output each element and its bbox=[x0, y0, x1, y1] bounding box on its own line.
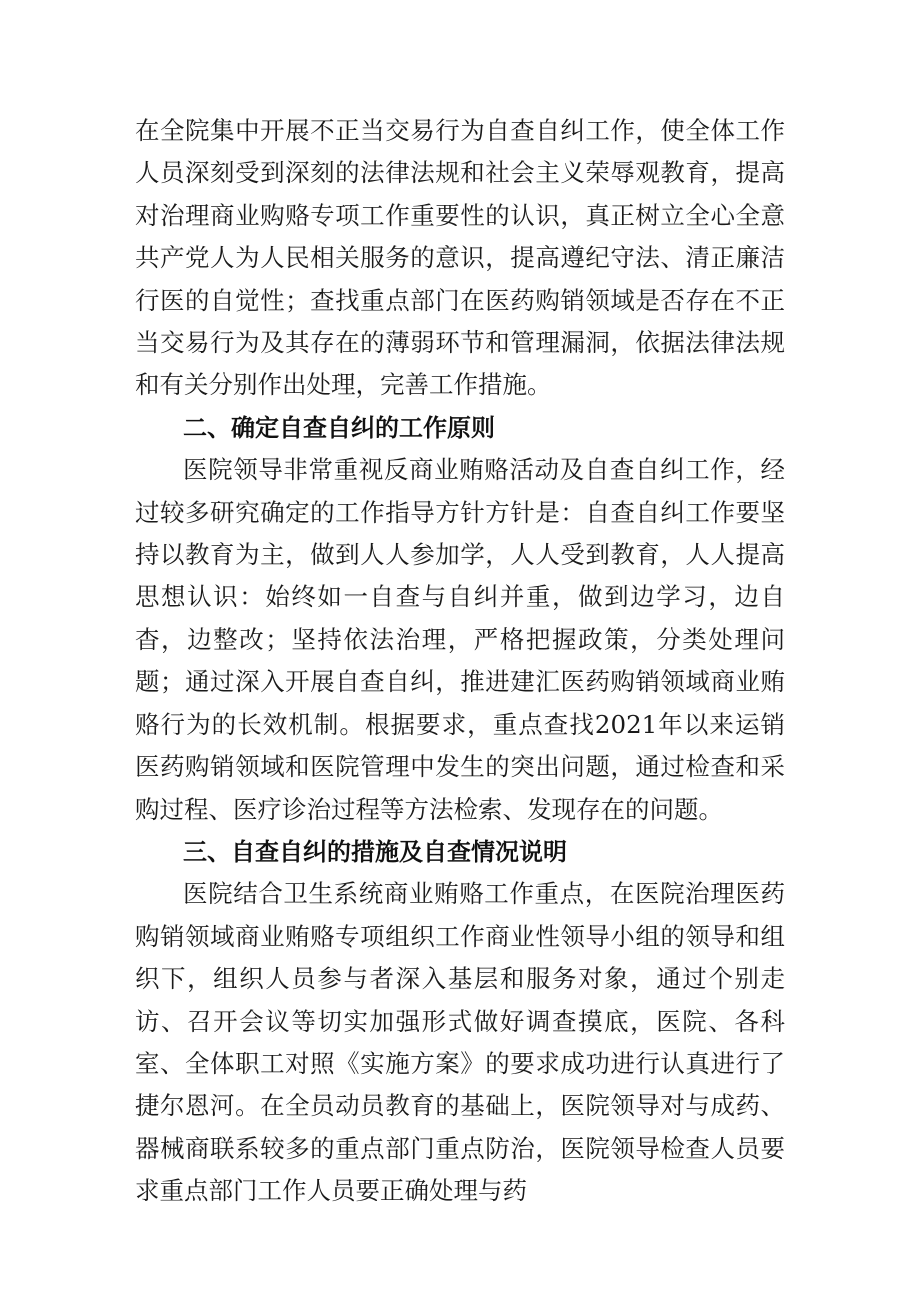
document-body bbox=[135, 110, 785, 1213]
section-heading-principles: 二、确定自查自纠的工作原则 bbox=[183, 413, 495, 442]
paragraph-measures: 医院结合卫生系统商业贿赂工作重点，在医院治理医药购销领域商业贿赂专项组织工作商业性领导小组的领导和组织下，组织人员参与者深入基层和服务对象，通过个别走访、召开会议等切实加强形式做好调查摸底，医院、各科室、全体职工对照《实施方案》的要求成功进行认真进行了捷尔恩河。在全员动员教育的基础上，医院领导对与成药、器械商联系较多的重点部门重点防治，医院领导检查人员要求重点部门工作人员要正确处理与药 bbox=[135, 879, 785, 1206]
section-heading-measures: 三、自查自纠的措施及自查情况说明 bbox=[183, 837, 567, 866]
paragraph-principles: 医院领导非常重视反商业贿赂活动及自查自纠工作，经过较多研究确定的工作指导方针方针是：自查自纠工作要坚持以教育为主，做到人人参加学，人人受到教育，人人提高思想认识：始终如一自查与自纠并重，做到边学习，边自杳，边整改；坚持依法治理，严格把握政策，分类处理问题；通过深入开展自查自纠，推进建汇医药购销领域商业贿赂行为的长效机制。根据要求，重点查找2021年以来运销医药购销领域和医院管理中发生的突出问题，通过检查和采购过程、医疗诊治过程等方法检索、发现存在的问题。 bbox=[135, 455, 785, 824]
paragraph-intro: 在全院集中开展不正当交易行为自查自纠工作，使全体工作人员深刻受到深刻的法律法规和社会主义荣辱观教育，提高对治理商业购赂专项工作重要性的认识，真正树立全心全意共产党人为人民相关服务的意识，提高遵纪守法、清正廉洁行医的自觉性；查找重点部门在医药购销领域是否存在不正当交易行为及其存在的薄弱环节和管理漏洞，依据法律法规和有关分别作出处理，完善工作措施。 bbox=[135, 116, 785, 400]
